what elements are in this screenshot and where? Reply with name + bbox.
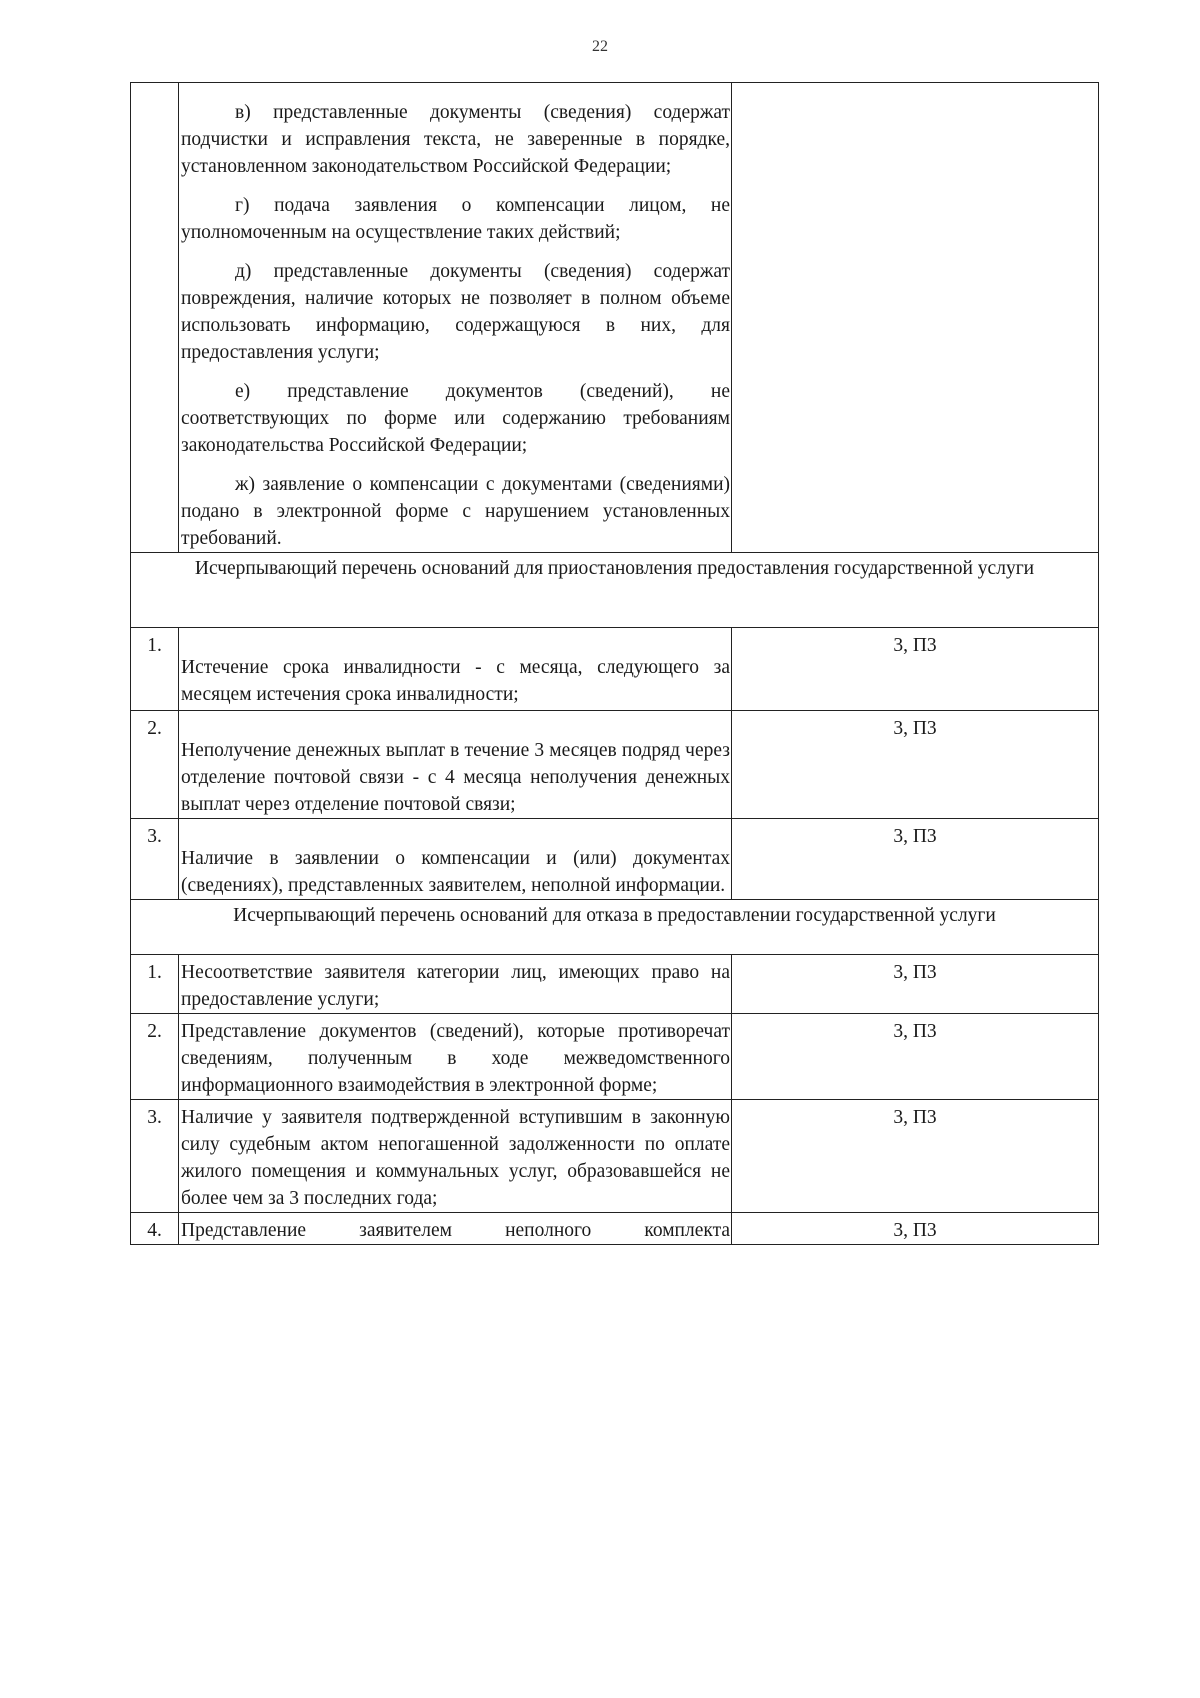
- row-number: 2.: [131, 711, 179, 819]
- row-number: 1.: [131, 628, 179, 711]
- list-item-g: г) подача заявления о компенсации лицом, не уполномоченным на осуществление таких действий;: [181, 195, 730, 243]
- table-row: [131, 628, 1099, 711]
- row-note: 3, П3: [732, 628, 1099, 711]
- table-row: [131, 1100, 1099, 1213]
- refusal-section-row: [131, 900, 1099, 955]
- row-number-empty: [131, 83, 179, 553]
- row-number: 3.: [131, 1100, 179, 1213]
- note-cell-empty: [732, 83, 1099, 553]
- row-number: 3.: [131, 819, 179, 900]
- continuation-text-cell: [179, 83, 732, 553]
- row-text: Наличие у заявителя подтвержденной вступившим в законную силу судебным актом непогашенной задолженности по оплате жилого помещения и коммунальных услуг, образовавшейся не более чем за 3 последних года;: [179, 1100, 732, 1213]
- row-note: 3, П3: [732, 1014, 1099, 1100]
- list-item-v: в) представленные документы (сведения) содержат подчистки и исправления текста, не заверенные в порядке, установленном законодательством Российской Федерации;: [181, 102, 730, 177]
- row-text: Наличие в заявлении о компенсации и (или) документах (сведениях), представленных заявителем, неполной информации.: [179, 819, 732, 900]
- row-note: 3, П3: [732, 819, 1099, 900]
- list-item-d: д) представленные документы (сведения) содержат повреждения, наличие которых не позволяет в полном объеме использовать информацию, содержащуюся в них, для предоставления услуги;: [181, 261, 730, 363]
- row-text: Несоответствие заявителя категории лиц, имеющих право на предоставление услуги;: [179, 955, 732, 1014]
- table-row: [131, 1213, 1099, 1245]
- suspension-section-row: [131, 553, 1099, 628]
- row-text: Представление документов (сведений), которые противоречат сведениям, полученным в ходе межведомственного информационного взаимодействия в электронной форме;: [179, 1014, 732, 1100]
- continuation-row: [131, 83, 1099, 553]
- row-text: Истечение срока инвалидности - с месяца, следующего за месяцем истечения срока инвалидности;: [179, 628, 732, 711]
- grounds-table: [130, 82, 1099, 1245]
- row-text: Неполучение денежных выплат в течение 3 месяцев подряд через отделение почтовой связи - с 4 месяца неполучения денежных выплат через отделение почтовой связи;: [179, 711, 732, 819]
- list-item-e: е) представление документов (сведений), не соответствующих по форме или содержанию требованиям законодательства Российской Федерации;: [181, 381, 730, 456]
- row-number: 4.: [131, 1213, 179, 1245]
- page-number: 22: [592, 38, 608, 55]
- table-row: [131, 819, 1099, 900]
- row-number: 1.: [131, 955, 179, 1014]
- row-note: 3, П3: [732, 711, 1099, 819]
- row-number: 2.: [131, 1014, 179, 1100]
- list-item-zh: ж) заявление о компенсации с документами (сведениями) подано в электронной форме с нарушением установленных требований.: [181, 474, 730, 549]
- row-note: 3, П3: [732, 955, 1099, 1014]
- table-row: [131, 955, 1099, 1014]
- refusal-section-title: Исчерпывающий перечень оснований для отказа в предоставлении государственной услуги: [131, 900, 1099, 955]
- table-row: [131, 711, 1099, 819]
- row-note: 3, П3: [732, 1100, 1099, 1213]
- row-text: Представление заявителем неполного комплекта: [179, 1213, 732, 1245]
- suspension-section-title: Исчерпывающий перечень оснований для приостановления предоставления государственной услуги: [131, 553, 1099, 628]
- row-note: 3, П3: [732, 1213, 1099, 1245]
- table-row: [131, 1014, 1099, 1100]
